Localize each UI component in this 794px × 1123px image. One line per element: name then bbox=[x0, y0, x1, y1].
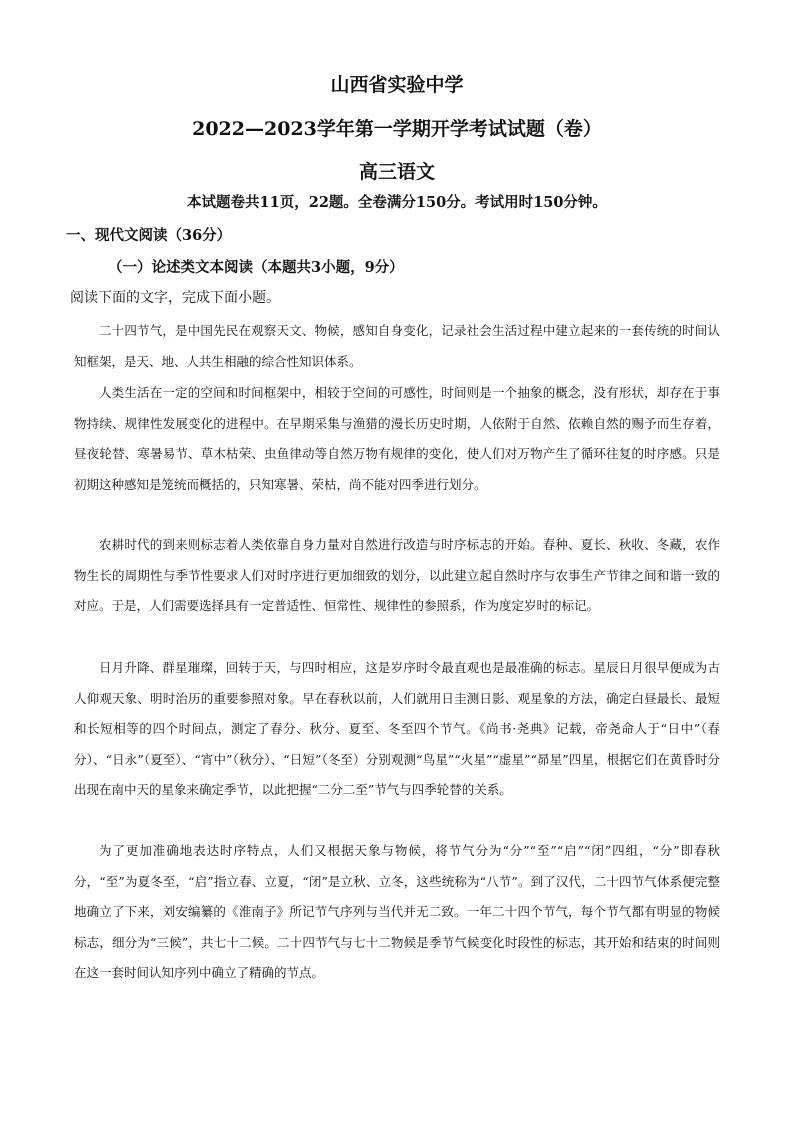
reading-instruction: 阅读下面的文字，完成下面小题。 bbox=[70, 290, 280, 306]
paragraph-text: 日月升降、群星璀璨，回转于天，与四时相应，这是岁序时令最直观也是最准确的标志。星辰日月很早便成为古人仰观天象、明时治历的重要参照对象。早在春秋以前，人们就用日圭测日影、观星象的方法，确定白昼最长、最短和长短相等的四个时间点，测定了春分、秋分、夏至、冬至四个节气。《尚书·尧典》记载，帝尧命人于“日中”（春分）、“日永”（夏至）、“宵中”（秋分）、“日短”（冬至）分别观测“鸟星”“火星”“虚星”“昴星”四星，根据它们在黄昏时分出现在南中天的星象来确定季节，以此把握“二分二至”节气与四季轮替的关系。 bbox=[74, 660, 720, 797]
passage-paragraph-3 bbox=[74, 530, 720, 622]
paragraph-text: 农耕时代的到来则标志着人类依靠自身力量对自然进行改造与时序标志的开始。春种、夏长、秋收、冬藏，农作物生长的周期性与季节性要求人们对时序进行更加细致的划分，以此建立起自然时序与农事生产节律之间和谐一致的对应。于是，人们需要选择具有一定普适性、恒常性、规律性的参照系，作为度定岁时的标记。 bbox=[74, 537, 720, 613]
paragraph-text: 二十四节气，是中国先民在观察天文、物候，感知自身变化，记录社会生活过程中建立起来的一套传统的时间认知框架，是天、地、人共生相融的综合性知识体系。 bbox=[74, 323, 720, 369]
school-name: 山西省实验中学 bbox=[330, 74, 464, 96]
passage-paragraph-5 bbox=[74, 836, 720, 989]
exam-title: 2022—2023学年第一学期开学考试试题（卷） bbox=[192, 118, 602, 140]
subsection-heading: （一）论述类文本阅读（本题共3小题，9分） bbox=[108, 259, 404, 276]
passage-paragraph-2 bbox=[74, 378, 720, 500]
exam-note: 本试题卷共11页，22题。全卷满分150分。考试用时150分钟。 bbox=[187, 194, 607, 211]
section-heading: 一、现代文阅读（36分） bbox=[66, 227, 232, 244]
paragraph-text: 为了更加准确地表达时序特点，人们又根据天象与物候，将节气分为“分”“至”“启”“闭”四组，“分”即春秋分，“至”为夏冬至，“启”指立春、立夏，“闭”是立秋、立冬，这些统称为“八节”。到了汉代，二十四节气体系便完整地确立了下来，刘安编纂的《淮南子》所记节气序列与当代并无二致。一年二十四个节气，每个节气都有明显的物候标志，细分为“三候”，共七十二候。二十四节气与七十二物候是季节气候变化时段性的标志，其开始和结束的时间则在这一套时间认知序列中确立了精确的节点。 bbox=[74, 843, 720, 980]
passage-paragraph-4 bbox=[74, 653, 720, 806]
subject-title: 高三语文 bbox=[358, 161, 435, 183]
passage-paragraph-1 bbox=[74, 316, 720, 377]
paragraph-text: 人类生活在一定的空间和时间框架中，相较于空间的可感性，时间则是一个抽象的概念，没有形状，却存在于事物持续、规律性发展变化的进程中。在早期采集与渔猎的漫长历史时期，人依附于自然、依赖自然的赐予而生存着，昼夜轮替、寒暑易节、草木枯荣、虫鱼律动等自然万物有规律的变化，使人们对万物产生了循环往复的时序感。只是初期这种感知是笼统而概括的，只知寒暑、荣枯，尚不能对四季进行划分。 bbox=[74, 385, 720, 492]
